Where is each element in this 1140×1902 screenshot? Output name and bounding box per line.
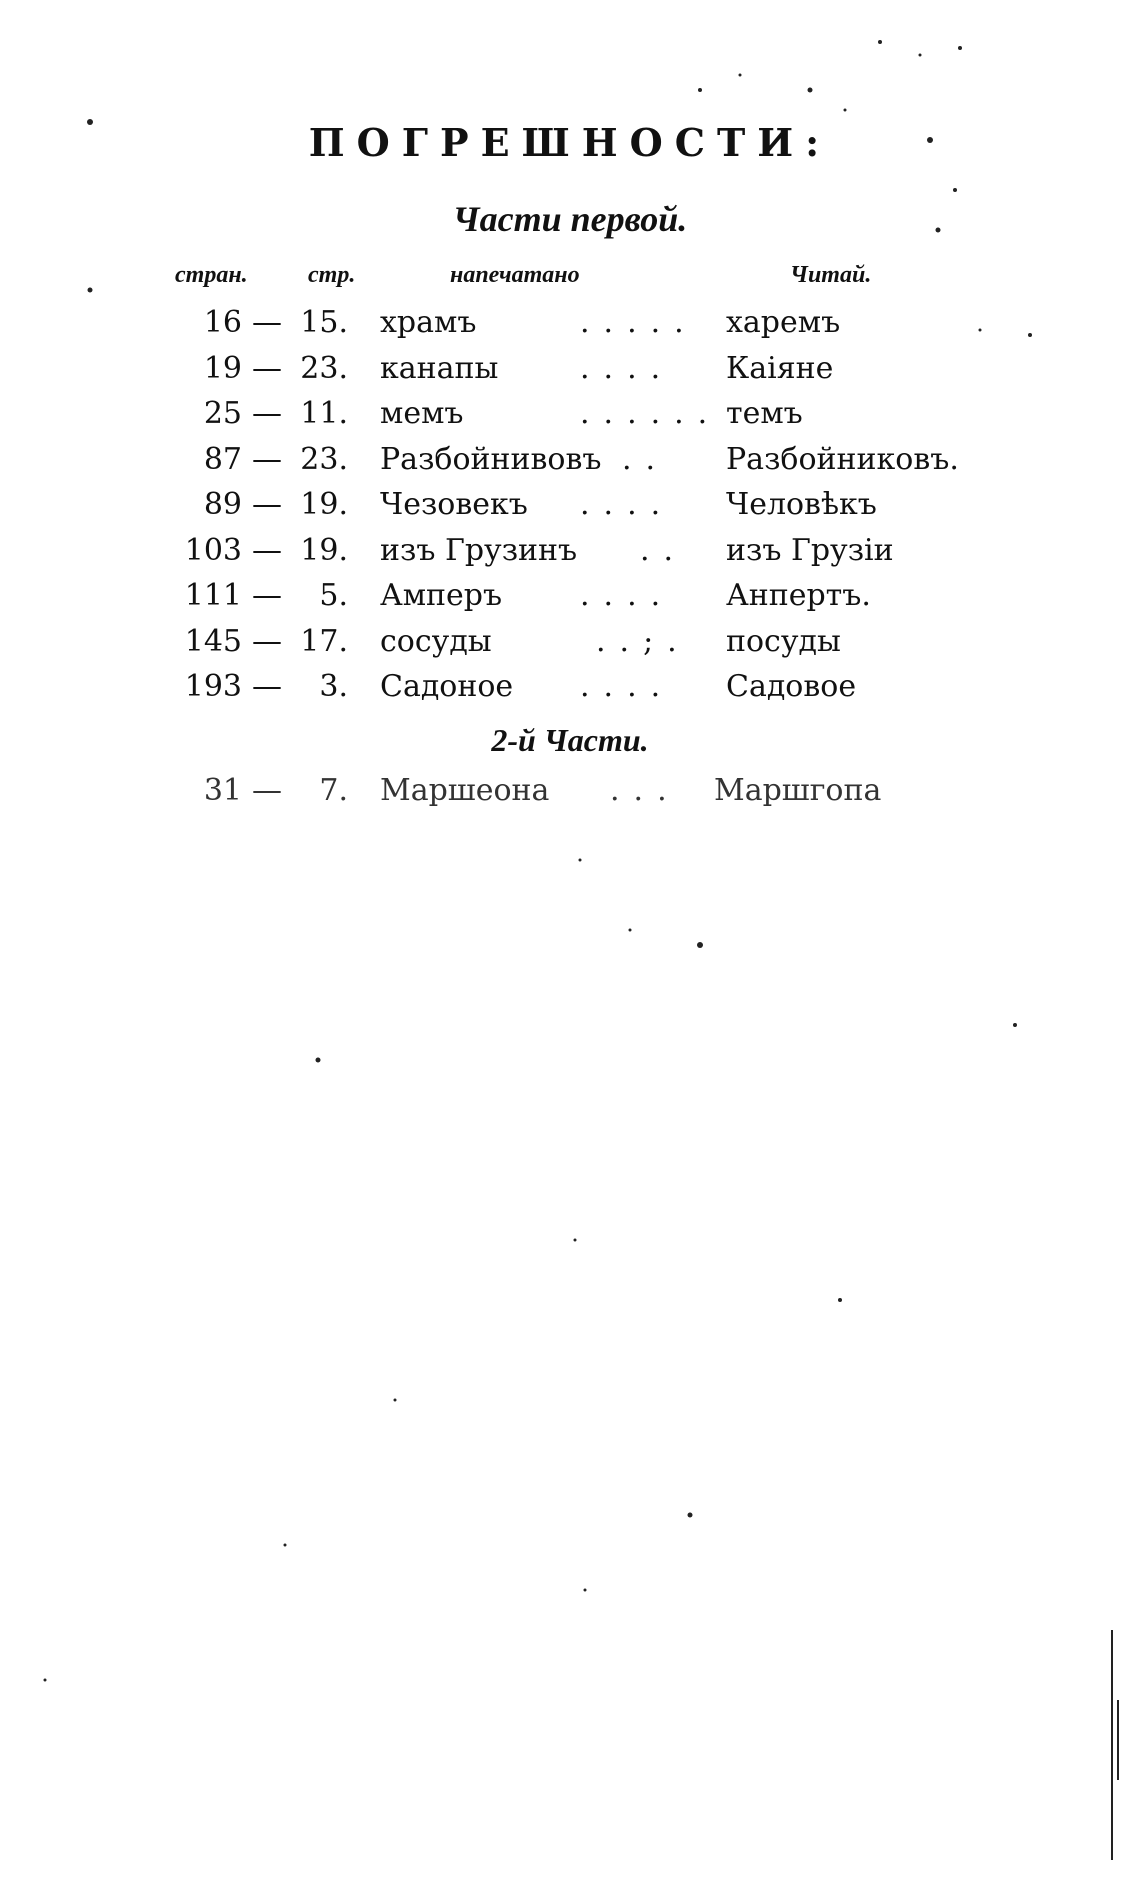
corrected-text: Анпертъ. [726, 578, 871, 613]
corrected-text: изъ Грузіи [726, 532, 894, 568]
line-number: 7. [319, 773, 348, 808]
dash: — [252, 532, 282, 568]
printed-text: изъ Грузинъ [380, 532, 578, 568]
leader-dots: .... [580, 487, 675, 522]
column-headers [0, 262, 1140, 294]
errata-row [0, 528, 1140, 574]
leader-dots: .... [580, 669, 675, 704]
line-number: 23. [300, 350, 348, 386]
errata-row [0, 482, 1140, 528]
corrected-text: Разбойниковъ. [726, 441, 959, 477]
line-number: 19. [300, 487, 348, 522]
line-number: 5. [319, 578, 348, 613]
corrected-text: Маршгопа [714, 773, 882, 808]
printed-text: мемъ [380, 396, 464, 431]
errata-list-part-two [0, 768, 1140, 814]
page-number: 16 [203, 305, 242, 340]
leader-dots: .. [622, 441, 670, 477]
printed-text: канапы [380, 350, 499, 386]
header-printed: напечатано [450, 262, 580, 288]
errata-row [0, 300, 1140, 346]
page-number: 89 [203, 487, 242, 522]
line-number: 3. [319, 669, 348, 704]
page-number: 111 [184, 578, 242, 613]
header-page: стран. [175, 262, 248, 288]
corrected-text: Человѣкъ [726, 487, 877, 522]
corrected-text: Каіяне [726, 350, 834, 386]
errata-row [0, 619, 1140, 665]
header-line: стр. [308, 262, 356, 288]
errata-row [0, 573, 1140, 619]
dash: — [252, 487, 282, 522]
page-number: 31 [203, 773, 242, 808]
leader-dots: ... [610, 773, 681, 808]
line-number: 19. [300, 532, 348, 568]
errata-row [0, 437, 1140, 483]
errata-list-part-one [0, 300, 1140, 710]
line-number: 17. [300, 623, 348, 659]
line-number: 11. [300, 396, 348, 431]
errata-row [0, 768, 1140, 814]
header-read: Читай. [790, 262, 872, 288]
errata-title: ПОГРЕШНОСТИ: [308, 120, 832, 165]
printed-text: храмъ [380, 305, 477, 340]
leader-dots: .... [580, 578, 675, 613]
errata-row [0, 391, 1140, 437]
dash: — [252, 441, 282, 477]
dash: — [252, 350, 282, 386]
page-number: 19 [203, 350, 242, 386]
page-number: 193 [184, 669, 242, 704]
dash: — [252, 578, 282, 613]
leader-dots: .... [580, 350, 675, 386]
leader-dots: ...... [580, 396, 722, 431]
dash: — [252, 396, 282, 431]
dash: — [252, 305, 282, 340]
errata-row [0, 346, 1140, 392]
leader-dots: ..... [580, 305, 698, 340]
printed-text: Амперъ [380, 578, 503, 613]
dash: — [252, 623, 282, 659]
printed-text: Разбойнивовъ [380, 441, 602, 477]
dash: — [252, 773, 282, 808]
errata-row [0, 664, 1140, 710]
corrected-text: харемъ [726, 305, 841, 340]
dash: — [252, 669, 282, 704]
corrected-text: посуды [726, 623, 841, 659]
page-number: 25 [203, 396, 242, 431]
page-number: 87 [203, 441, 242, 477]
corrected-text: Садовое [726, 669, 857, 704]
page-number: 145 [184, 623, 242, 659]
section-heading-part-two: 2-й Части. [491, 722, 649, 758]
leader-dots: .. [640, 532, 688, 568]
section-heading-part-one: Части первой. [452, 199, 688, 239]
corrected-text: темъ [726, 396, 803, 431]
printed-text: Маршеона [380, 773, 550, 808]
line-number: 23. [300, 441, 348, 477]
line-number: 15. [300, 305, 348, 340]
printed-text: Садоное [380, 669, 514, 704]
printed-text: Чезовекъ [380, 487, 528, 522]
leader-dots: ..;. [596, 623, 691, 659]
printed-text: сосуды [380, 623, 492, 659]
page-number: 103 [184, 532, 242, 568]
